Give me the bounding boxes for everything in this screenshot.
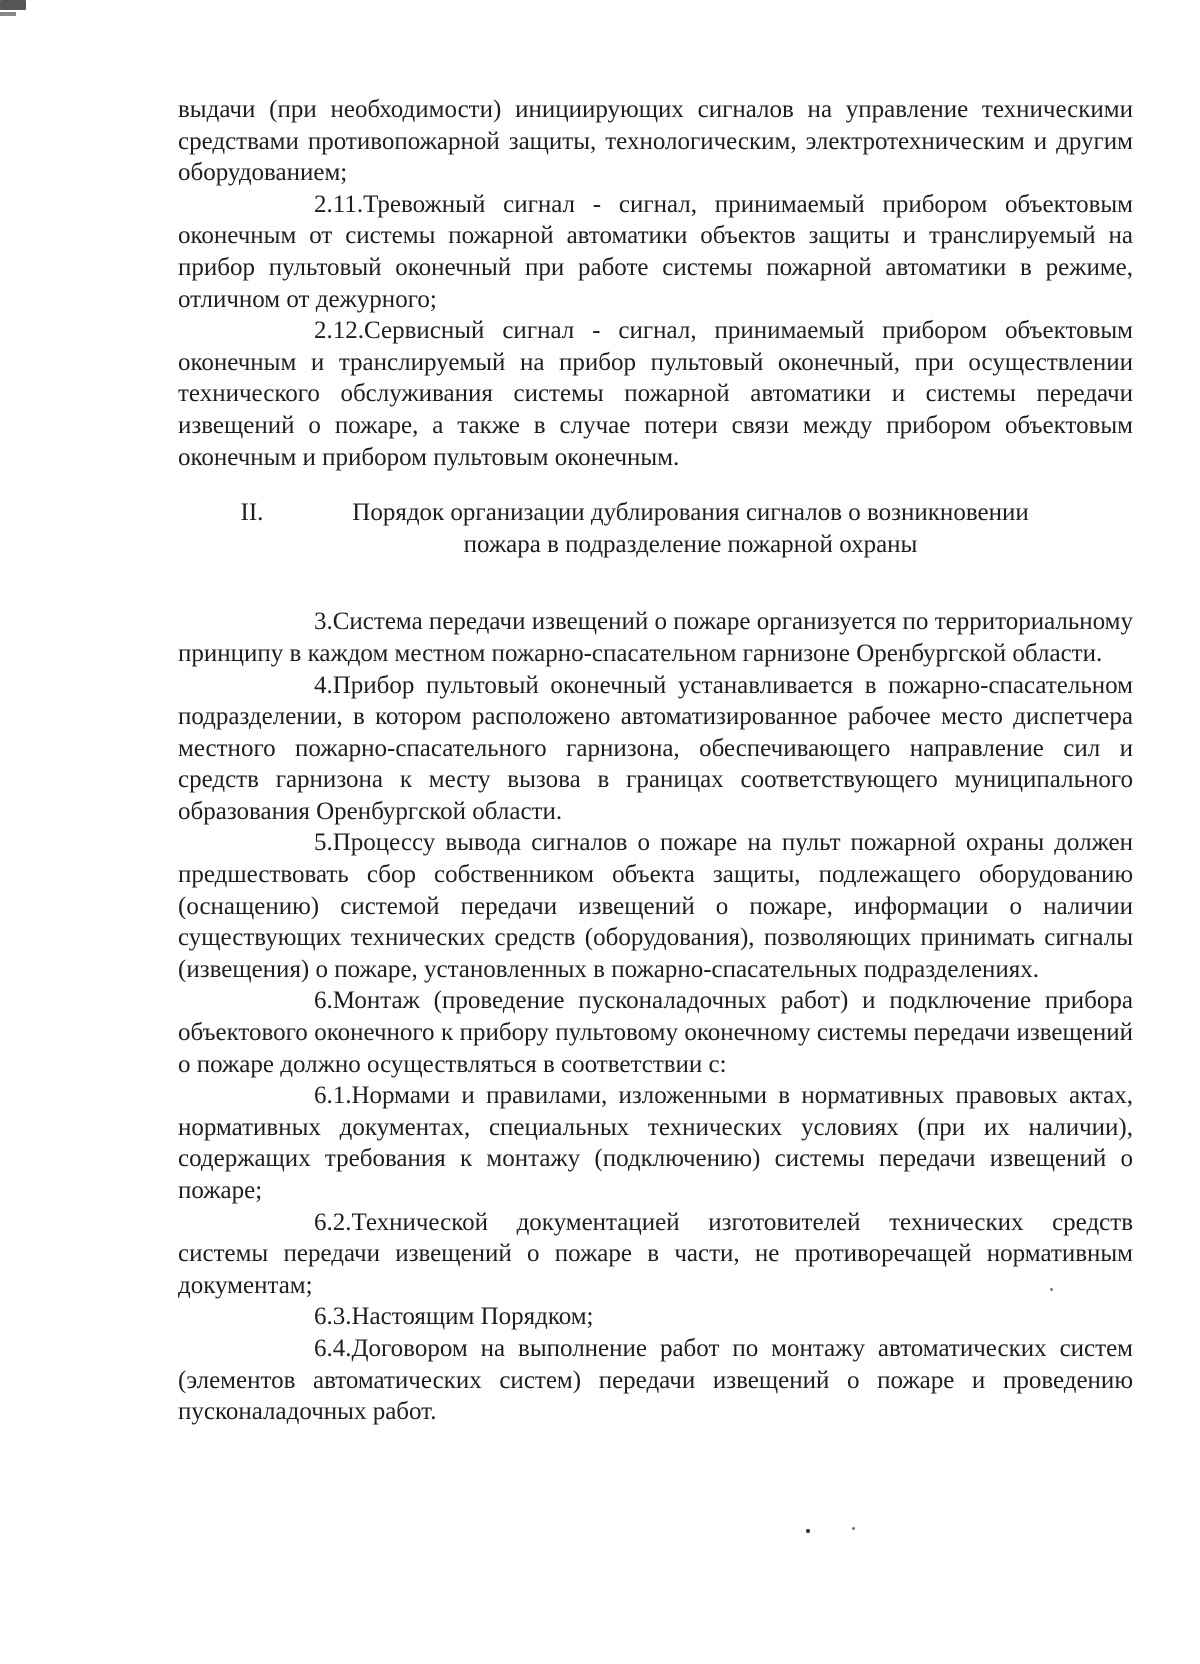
paragraph-text: Тревожный сигнал - сигнал, принимаемый прибором объектовым оконечным от системы пожарной автоматики объектов защиты и транслируемый на прибор пультовый оконечный при работе системы пожарной автоматики в режиме, отличном от дежурного; xyxy=(178,190,1133,313)
scan-artifact xyxy=(0,12,16,16)
paragraph-number: 6.2. xyxy=(314,1208,352,1236)
paragraph-2-11 xyxy=(178,189,1133,315)
scan-speck xyxy=(806,1529,810,1533)
scan-speck xyxy=(852,1527,855,1530)
section-title-line-2: пожара в подразделение пожарной охраны xyxy=(463,530,918,558)
paragraph-number: 4. xyxy=(314,671,333,699)
paragraph-6-2 xyxy=(178,1207,1133,1302)
paragraph-number: 6.4. xyxy=(314,1334,352,1362)
paragraph-6-3 xyxy=(178,1301,1133,1333)
paragraph-number: 6. xyxy=(314,987,333,1015)
paragraph-6-4 xyxy=(178,1333,1133,1428)
paragraph-text: Система передачи извещений о пожаре организуется по территориальному принципу в каждом местном пожарно-спасательном гарнизоне Оренбургской области. xyxy=(178,608,1133,667)
paragraph-text: Сервисный сигнал - сигнал, принимаемый прибором объектовым оконечным и транслируемый на прибор пультовый оконечный, при осуществлении технического обслуживания системы пожарной автоматики и системы передачи извещений о пожаре, а также в случае потери связи между прибором объектовым оконечным и прибором пультовым оконечным. xyxy=(178,317,1133,471)
paragraph-number: 6.3. xyxy=(314,1303,352,1331)
scan-artifact xyxy=(0,0,26,10)
paragraph-text: Нормами и правилами, изложенными в нормативных правовых актах, нормативных документах, специальных технических условиях (при их наличии), содержащих требования к монтажу (подключению) системы передачи извещений о пожаре; xyxy=(178,1082,1133,1204)
paragraph-text: Договором на выполнение работ по монтажу автоматических систем (элементов автоматических систем) передачи извещений о пожаре и проведению пусконаладочных работ. xyxy=(178,1334,1133,1426)
paragraph-text: Монтаж (проведение пусконаладочных работ) и подключение прибора объектового оконечного к прибору пультовому оконечному системы передачи извещений о пожаре должно осуществляться в соответствии с: xyxy=(178,987,1133,1078)
paragraph-number: 2.12. xyxy=(314,317,364,345)
document-page xyxy=(178,94,1133,1428)
paragraph-number: 6.1. xyxy=(314,1082,352,1110)
paragraph-text: Технической документацией изготовителей технических средств системы передачи извещений о пожаре в части, не противоречащей нормативным документам; xyxy=(178,1208,1133,1299)
paragraph-6 xyxy=(178,985,1133,1080)
paragraph-number: 3. xyxy=(314,608,333,636)
paragraph-text: Прибор пультовый оконечный устанавливается в пожарно-спасательном подразделении, в котором расположено автоматизированное рабочее место диспетчера местного пожарно-спасательного гарнизона, обеспечивающего направление сил и средств гарнизона к месту вызова в границах соответствующего муниципального образования Оренбургской области. xyxy=(178,671,1133,825)
section-heading xyxy=(178,497,1133,560)
paragraph-6-1 xyxy=(178,1080,1133,1206)
paragraph-5 xyxy=(178,827,1133,985)
paragraph-continuation xyxy=(178,94,1133,189)
paragraph-number: 2.11. xyxy=(314,190,364,218)
paragraph-4 xyxy=(178,670,1133,828)
paragraph-2-12 xyxy=(178,315,1133,473)
section-number: II. xyxy=(240,499,264,527)
paragraph-text: Процессу вывода сигналов о пожаре на пульт пожарной охраны должен предшествовать сбор собственником объекта защиты, подлежащего оборудованию (оснащению) системой передачи извещений о пожаре, информации о наличии существующих технических средств (оборудования), позволяющих принимать сигналы (извещения) о пожаре, установленных в пожарно-спасательных подразделениях. xyxy=(178,829,1133,983)
paragraph-number: 5. xyxy=(314,829,333,857)
paragraph-3 xyxy=(178,606,1133,669)
paragraph-text: выдачи (при необходимости) инициирующих сигналов на управление техническими средствами противопожарной защиты, технологическим, электротехническим и другим оборудованием; xyxy=(178,96,1133,187)
section-title xyxy=(311,497,1071,560)
paragraph-text: Настоящим Порядком; xyxy=(351,1303,594,1331)
section-title-line-1: Порядок организации дублирования сигналов о возникновении xyxy=(352,499,1029,527)
